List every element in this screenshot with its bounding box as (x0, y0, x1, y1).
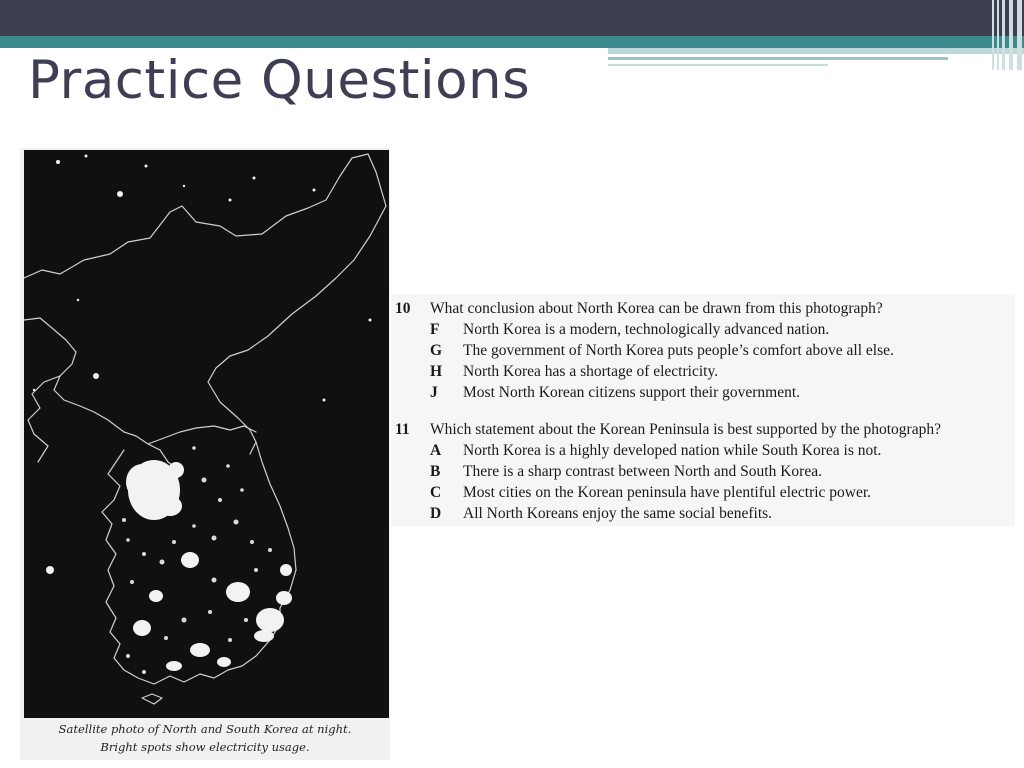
option-letter: C (430, 484, 442, 501)
question-stem: Which statement about the Korean Peninsula is best supported by the photograph? (430, 421, 941, 438)
option-text: Most cities on the Korean peninsula have plentiful electric power. (463, 484, 872, 501)
option-text: Most North Korean citizens support their government. (463, 384, 801, 401)
photo-caption-line: Satellite photo of North and South Korea at night. (58, 722, 352, 736)
option-text: There is a sharp contrast between North and South Korea. (463, 463, 822, 480)
option-letter: G (430, 342, 443, 359)
option-letter: B (430, 463, 441, 480)
question-stem: What conclusion about North Korea can be drawn from this photograph? (430, 300, 883, 317)
answer-option (430, 442, 881, 460)
practice-questions (391, 294, 1015, 526)
answer-option (430, 384, 800, 402)
answer-option (430, 505, 772, 523)
satellite-photo-figure (20, 148, 390, 760)
answer-option (430, 484, 871, 502)
option-letter: A (430, 442, 442, 459)
header-accent-line (608, 57, 948, 60)
header-accent-line (608, 64, 828, 66)
corner-stripes-decoration (990, 0, 1024, 70)
option-letter: D (430, 505, 442, 522)
question-number: 10 (395, 300, 411, 317)
option-letter: F (430, 321, 440, 338)
header-accent-bar (0, 36, 1024, 48)
option-text: North Korea has a shortage of electricity. (463, 363, 719, 380)
option-text: The government of North Korea puts people’s comfort above all else. (463, 342, 894, 359)
option-text: North Korea is a modern, technologically advanced nation. (463, 321, 830, 338)
answer-option (430, 463, 822, 481)
photo-caption (20, 720, 390, 756)
answer-option (430, 363, 718, 381)
page-title: Practice Questions (28, 50, 531, 111)
korea-night-map (24, 150, 389, 718)
header-accent-light-bar (608, 48, 1024, 54)
answer-option (430, 321, 829, 339)
header-band (0, 0, 1024, 36)
option-text: North Korea is a highly developed nation while South Korea is not. (463, 442, 882, 459)
option-text: All North Koreans enjoy the same social benefits. (463, 505, 773, 522)
option-letter: J (430, 384, 438, 401)
option-letter: H (430, 363, 443, 380)
satellite-photo (24, 150, 389, 718)
question-number: 11 (395, 421, 410, 438)
answer-option (430, 342, 894, 360)
photo-caption-line: Bright spots show electricity usage. (100, 740, 310, 754)
